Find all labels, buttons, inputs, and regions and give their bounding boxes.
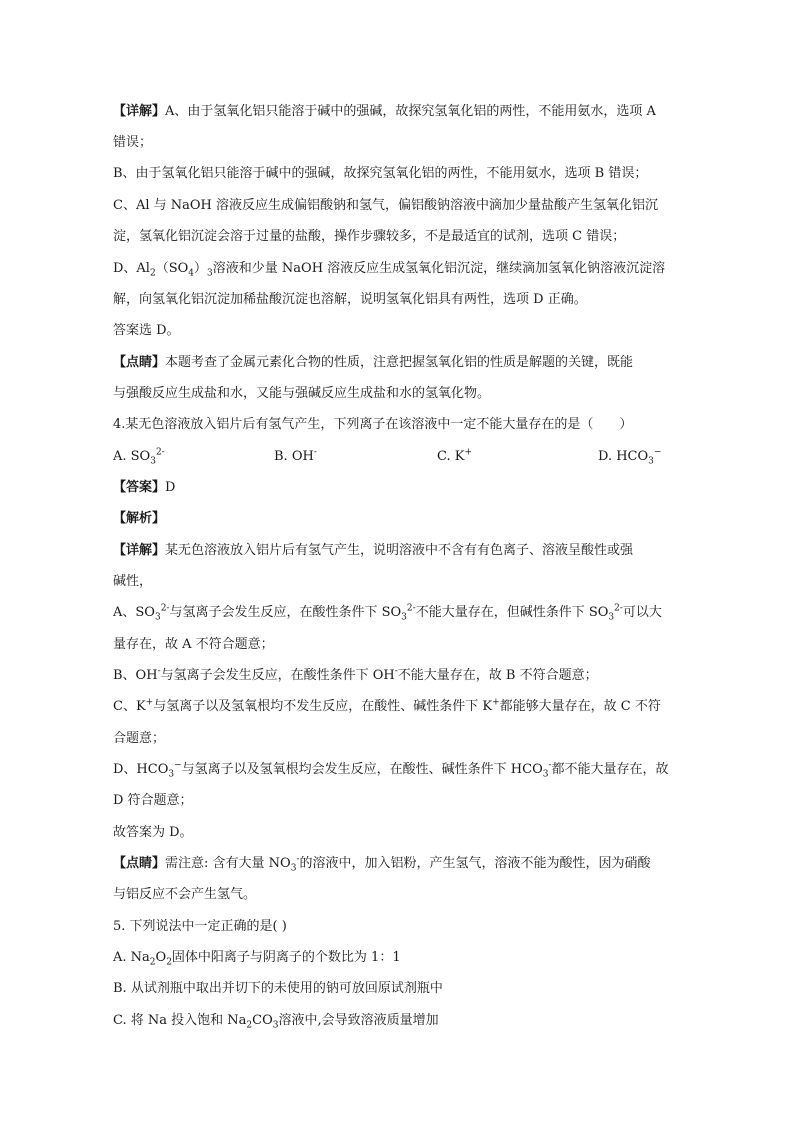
detail-a-line2: 错误；	[113, 135, 153, 150]
detail-d-line1: D、$Al_2(SO_4)_3$溶液和少量 NaOH 溶液反应生成氢氧化铝沉淀，继续滴加氢氧化钠溶液沉淀溶	[113, 261, 666, 279]
detail-tag: 【详解】	[113, 104, 166, 119]
q5-option-a: A. $Na_2O_2$固体中阳离子与阴离子的个数比为 1：1	[113, 950, 401, 968]
detail-c-line2: 淀，氢氧化铝沉淀会溶于过量的盐酸，操作步骤较多，不是最适宜的试剂，选项 C 错误；	[113, 229, 626, 244]
q4-comment-line1: 【点睛】需注意: 含有大量 $NO_3^-$的溶液中，加入铝粉，产生氢气，溶液不能为酸性，因为硝酸	[113, 854, 651, 874]
detail-b-line: B、由于氢氧化铝只能溶于碱中的强碱，故探究氢氧化铝的两性，不能用氨水，选项 B 错误；	[113, 166, 648, 181]
q4-answer: 【答案】D	[113, 480, 176, 495]
q4-analysis-tag: 【解析】	[113, 511, 166, 526]
q4-explain-c-line2: 合题意；	[113, 731, 166, 746]
q4-detail-line2: 碱性，	[113, 574, 153, 589]
question-5-stem: 5. 下列说法中一定正确的是( )	[113, 919, 287, 934]
q4-conclusion: 故答案为 D。	[113, 825, 193, 840]
q4-option-d: D. $HCO_3^-$	[598, 447, 662, 467]
detail-a-line1: 【详解】A、由于氢氧化铝只能溶于碱中的强碱，故探究氢氧化铝的两性，不能用氨水，选项 A	[113, 104, 656, 119]
q4-explain-d-line1: D、$HCO_3^-$与氢离子以及氢氧根均会发生反应，在酸性、碱性条件下 $HCO_3^-$都不能大量存在，故	[113, 760, 669, 780]
detail-d-line2: 解，向氢氧化铝沉淀加稀盐酸沉淀也溶解，说明氢氧化铝具有两性，选项 D 正确。	[113, 292, 587, 307]
comment1-line2: 与强酸反应生成盐和水，又能与强碱反应生成盐和水的氢氧化物。	[113, 386, 491, 401]
q4-explain-a-line1: A、$SO_3^{2-}$与氢离子会发生反应，在酸性条件下 $SO_3^{2-}$不能大量存在，但碱性条件下 $SO_3^{2-}$可以大	[113, 603, 662, 623]
q4-detail-line1: 【详解】某无色溶液放入铝片后有氢气产生，说明溶液中不含有有色离子、溶液呈酸性或强	[113, 543, 634, 558]
q5-option-b: B. 从试剂瓶中取出并切下的未使用的钠可放回原试剂瓶中	[113, 981, 443, 996]
q4-explain-b: B、OH-与氢离子会发生反应，在酸性条件下 OH-不能大量存在，故 B 不符合题意；	[113, 666, 598, 683]
detail-c-line1: C、Al 与 NaOH 溶液反应生成偏铝酸钠和氢气，偏铝酸钠溶液中滴加少量盐酸产生氢氧化铝沉	[113, 198, 659, 213]
q4-option-b: B. OH-	[274, 447, 317, 464]
q4-option-c: C. K+	[437, 447, 473, 464]
question-4-stem: 4.某无色溶液放入铝片后有氢气产生，下列离子在该溶液中一定不能大量存在的是（ ）	[113, 417, 633, 432]
answer-choice: 答案选 D。	[113, 323, 180, 338]
comment1-line1: 【点睛】本题考查了金属元素化合物的性质，注意把握氢氧化铝的性质是解题的关键，既能	[113, 355, 634, 370]
q4-explain-d-line2: D 符合题意；	[113, 793, 193, 808]
q4-explain-a-line2: 量存在，故 A 不符合题意；	[113, 637, 274, 652]
q4-explain-c-line1: C、K+与氢离子以及氢氧根均不发生反应，在酸性、碱性条件下 K+都能够大量存在，故 C 不符	[113, 697, 661, 714]
q4-option-a: A. $SO_3^{2-}$	[113, 447, 165, 467]
q4-comment-line2: 与铝反应不会产生氢气。	[113, 887, 257, 902]
q5-option-c: C. 将 Na 投入饱和 $Na_2CO_3$溶液中,会导致溶液质量增加	[113, 1013, 439, 1031]
